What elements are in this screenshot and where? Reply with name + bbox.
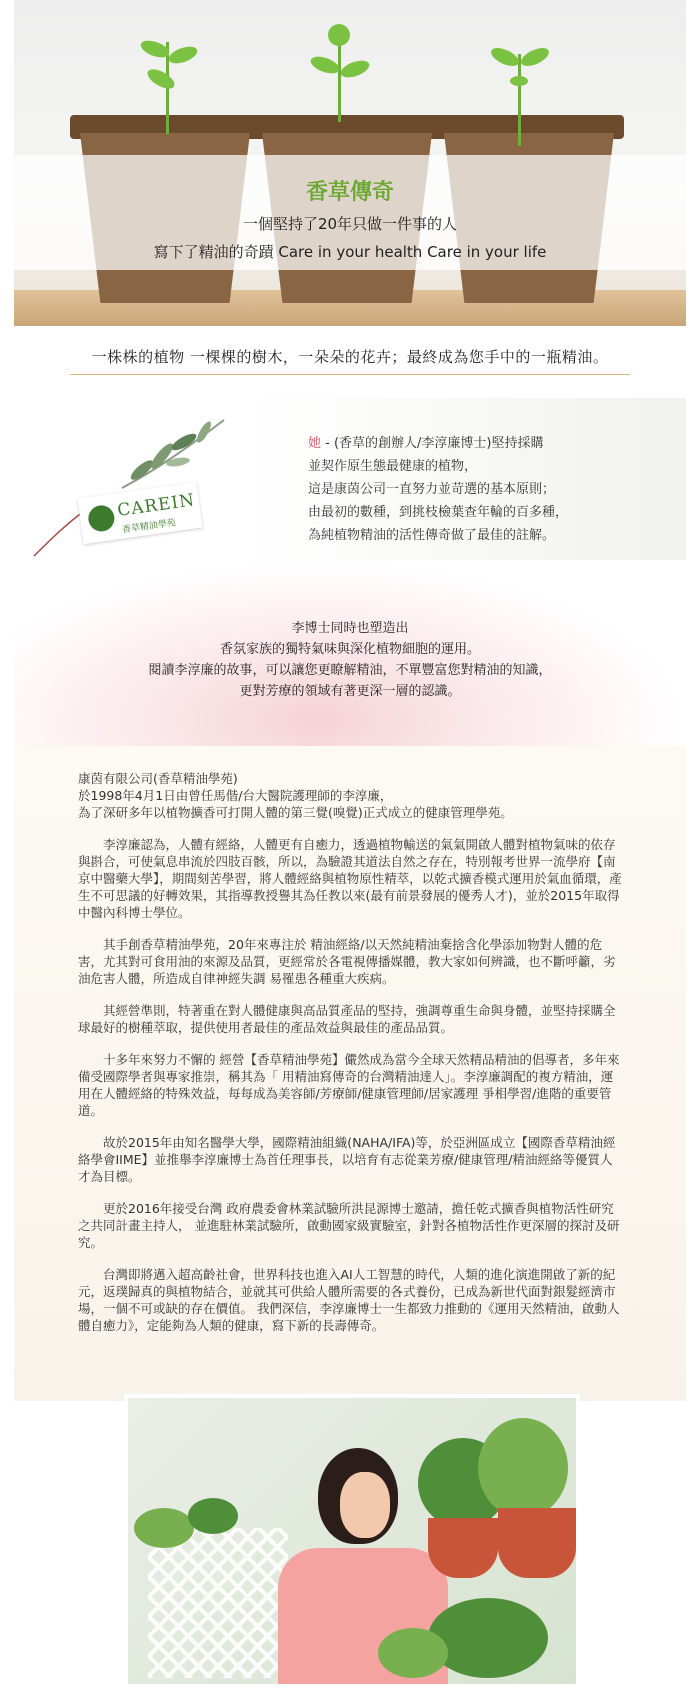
- plant-foliage: [378, 1628, 448, 1678]
- founder-description: [308, 432, 668, 547]
- founder-line: 為純植物精油的活性傳奇做了最佳的註解。: [308, 528, 556, 543]
- plant-foliage: [188, 1498, 238, 1534]
- hero-subtitle: 一個堅持了20年只做一件事的人: [242, 215, 458, 233]
- article-paragraph: 其手創香草精油學苑，20年來專注於 精油經絡/以天然純精油棄捨含化學添加物對人體的危害，尤其對可食用油的來源及品質，更經常於各電視傳播媒體，教大家如何辨識，也不斷呼籲，劣油危害人體，所造成自律神經失調 易罹患各種重大疾病。: [78, 937, 616, 986]
- olive-branch-icon: [112, 412, 232, 492]
- founder-line: 並契作原生態最健康的植物，: [308, 459, 478, 474]
- story-line: 閱讀李淳廉的故事，可以讓您更瞭解精油，不單豐富您對精油的知識，: [148, 663, 552, 678]
- founder-face: [340, 1472, 390, 1538]
- story-intro: [14, 618, 686, 702]
- founder-photo: [128, 1398, 576, 1684]
- sprout-icon: [132, 22, 202, 132]
- article-paragraph: 台灣即將邁入超高齡社會，世界科技也進入AI人工智慧的時代，人類的進化演進開啟了新的紀元，返璞歸真的與植物結合，並就其可供給人體所需要的各式養份，已成為新世代面對銀髮經濟市場，一個不可或缺的存在價值。 我們深信，李淳廉博士一生都致力推動的《運用天然精油，啟動人體自癒力》，定能夠為人類的健康，寫下新的長壽傳奇。: [78, 1267, 620, 1333]
- founder-line: 這是康茵公司一直努力並苛選的基本原則；: [308, 482, 556, 497]
- founder-line: 由最初的數種，到挑枝檢葉查年輪的百多種，: [308, 505, 569, 520]
- plant-foliage: [478, 1418, 568, 1518]
- tagline: 一株株的植物 一棵棵的樹木，一朵朵的花卉；最終成為您手中的一瓶精油。: [91, 348, 609, 366]
- article-paragraph: 李淳廉認為，人體有經絡，人體更有自癒力，透過植物輸送的氣氣開啟人體對植物氣味的依存與斟合，可使氣息串流於四肢百骸，所以，為驗證其道法自然之存在，特別報考世界一流學府【南京中醫藥大學】，期間刻苦學習，將人體經絡與植物原性精萃，以乾式擴香模式運用於氣血循環，產生不可思議的好轉效果，其指導教授譽其為任教以來(最有前景發展的優秀人才)，並於2015年取得中醫內科博士學位。: [78, 837, 622, 920]
- sprout-icon: [484, 34, 554, 144]
- article-paragraph: 十多年來努力不懈的 經營【香草精油學苑】儼然成為當今全球天然精品精油的倡導者，多年來備受國際學者與專家推崇，稱其為「 用精油寫傳奇的台灣精油達人」。李淳廉調配的複方精油，運用在人體經絡的特殊效益，每每成為美容師/芳療師/健康管理師/居家護理 爭相學習/進階的重要管道。: [78, 1052, 620, 1118]
- founder-pronoun: 她: [308, 436, 322, 451]
- hanging-pot: [498, 1508, 576, 1578]
- story-line: 香氛家族的獨特氣味與深化植物細胞的運用。: [219, 642, 480, 657]
- logo-emblem-icon: [87, 504, 116, 533]
- intro-line: 康茵有限公司(香草精油學苑): [78, 771, 238, 786]
- intro-line: 於1998年4月1日由曾任馬偕/台大醫院護理師的李淳廉，: [78, 788, 393, 803]
- hero-slogan: 寫下了精油的奇蹟 Care in your health Care in your life: [153, 243, 547, 261]
- story-line: 李博士同時也塑造出: [291, 621, 409, 636]
- plant-foliage: [428, 1598, 548, 1678]
- hero-caption: [14, 155, 686, 270]
- sprout-icon: [304, 10, 374, 120]
- article-paragraph: 更於2016年接受台灣 政府農委會林業試驗所洪昆源博士邀請，擔任乾式擴香與植物活性研究之共同計畫主持人， 並進駐林業試驗所，啟動國家級實驗室，針對各植物活性作更深層的探討及研究。: [78, 1201, 620, 1250]
- hanging-pot: [428, 1518, 498, 1578]
- hero-title: 香草傳奇: [305, 180, 394, 205]
- article-paragraph: 其經營準則，特著重在對人體健康與高品質產品的堅持，強調尊重生命與身體，並堅持採購全球最好的樹種萃取，提供使用者最佳的產品效益與最佳的產品品質。: [78, 1003, 616, 1035]
- logo-name: CAREIN: [116, 490, 197, 522]
- intro-paragraph: [78, 770, 624, 821]
- logo-subtitle: 香草精油學苑: [121, 518, 177, 536]
- article-body: [78, 770, 624, 1349]
- intro-line: 為了深研多年以植物擴香可打開人體的第三覺(嗅覺)正式成立的健康管理學苑。: [78, 805, 513, 820]
- plant-foliage: [134, 1508, 194, 1548]
- founder-line: - (香草的創辦人/李淳廉博士)堅持採購: [321, 436, 544, 451]
- hero-banner: [14, 0, 686, 326]
- article-paragraph: 故於2015年由知名醫學大學，國際精油組織(NAHA/IFA)等，於亞洲區成立【國際香草精油經絡學會IIME】並推舉李淳廉博士為首任理事長，以培育有志從業芳療/健康管理/精油經絡等優質人才為目標。: [78, 1135, 616, 1184]
- story-line: 更對芳療的領域有著更深一層的認識。: [239, 684, 461, 699]
- garden-lattice: [148, 1528, 288, 1678]
- divider: [70, 374, 630, 375]
